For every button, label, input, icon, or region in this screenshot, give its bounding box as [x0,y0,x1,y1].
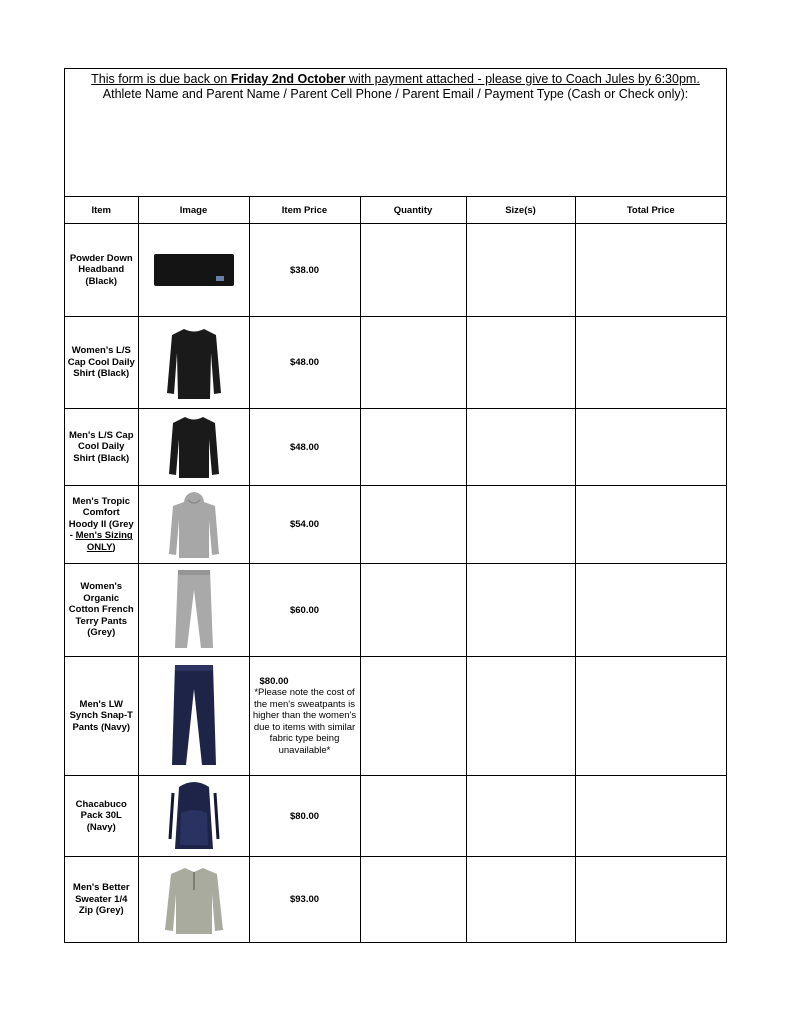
item-name: Chacabuco Pack 30L (Navy) [65,776,138,857]
quantity-cell[interactable] [360,409,466,486]
price-cell [249,657,360,776]
quantity-cell[interactable] [360,657,466,776]
item-name: Men's Tropic Comfort Hoody II (Grey - Men's Sizing ONLY) [65,486,138,564]
total-price-cell[interactable] [575,564,726,657]
sweater-image [161,864,227,936]
col-header-image: Image [138,197,249,224]
table-header-row [65,197,726,224]
total-price-cell[interactable] [575,224,726,317]
item-name: Men's L/S Cap Cool Daily Shirt (Black) [65,409,138,486]
col-header-item: Item [65,197,138,224]
col-header-sizes: Size(s) [466,197,575,224]
info-instructions: Athlete Name and Parent Name / Parent Cell Phone / Parent Email / Payment Type (Cash or Check only): [102,87,689,101]
sizes-cell[interactable] [466,224,575,317]
sizes-cell[interactable] [466,564,575,657]
total-price-cell[interactable] [575,486,726,564]
sizes-cell[interactable] [466,409,575,486]
quantity-cell[interactable] [360,317,466,409]
total-price-cell[interactable] [575,409,726,486]
table-row [65,409,726,486]
table-row [65,564,726,657]
item-name: Women's L/S Cap Cool Daily Shirt (Black) [65,317,138,409]
sizes-cell[interactable] [466,657,575,776]
quantity-cell[interactable] [360,486,466,564]
item-price: $48.00 [249,317,360,409]
table-row [65,776,726,857]
sizes-cell[interactable] [466,317,575,409]
navy-pants-image [169,663,219,769]
item-price: $54.00 [249,486,360,564]
item-price: $80.00 [249,776,360,857]
grey-pants-image [172,568,216,652]
sizes-cell[interactable] [466,776,575,857]
quantity-cell[interactable] [360,857,466,943]
item-price: $38.00 [249,224,360,317]
mens-shirt-image [166,414,222,480]
image-cell [138,317,249,409]
form-header [65,69,726,197]
item-price: $48.00 [249,409,360,486]
item-price: $93.00 [249,857,360,943]
image-cell [138,857,249,943]
col-header-item-price: Item Price [249,197,360,224]
image-cell [138,564,249,657]
order-form [64,68,727,943]
col-header-quantity: Quantity [360,197,466,224]
table-row [65,317,726,409]
backpack-image [167,779,221,853]
quantity-cell[interactable] [360,224,466,317]
image-cell [138,657,249,776]
table-row [65,224,726,317]
total-price-cell[interactable] [575,317,726,409]
image-cell [138,409,249,486]
image-cell [138,224,249,317]
sizes-cell[interactable] [466,857,575,943]
due-notice: This form is due back on Friday 2nd October with payment attached - please give to Coach Jules by 6:30pm. [91,72,700,86]
total-price-cell[interactable] [575,657,726,776]
quantity-cell[interactable] [360,776,466,857]
total-price-cell[interactable] [575,857,726,943]
table-row [65,857,726,943]
order-table [65,197,726,943]
hoody-image [167,490,221,560]
image-cell [138,486,249,564]
sizes-cell[interactable] [466,486,575,564]
headband-image [152,250,236,290]
total-price-cell[interactable] [575,776,726,857]
quantity-cell[interactable] [360,564,466,657]
item-name: Powder Down Headband (Black) [65,224,138,317]
womens-shirt-image [164,325,224,401]
price-note: *Please note the cost of the men's sweatpants is higher than the women's due to items with similar fabric type being unavailable* [252,687,357,756]
col-header-total-price: Total Price [575,197,726,224]
item-name: Men's Better Sweater 1/4 Zip (Grey) [65,857,138,943]
due-date: Friday 2nd October [230,72,346,86]
image-cell [138,776,249,857]
item-price: $60.00 [249,564,360,657]
item-name: Women's Organic Cotton French Terry Pants (Grey) [65,564,138,657]
table-row [65,657,726,776]
item-name: Men's LW Synch Snap-T Pants (Navy) [65,657,138,776]
item-price: $80.00 [259,676,289,687]
table-row [65,486,726,564]
